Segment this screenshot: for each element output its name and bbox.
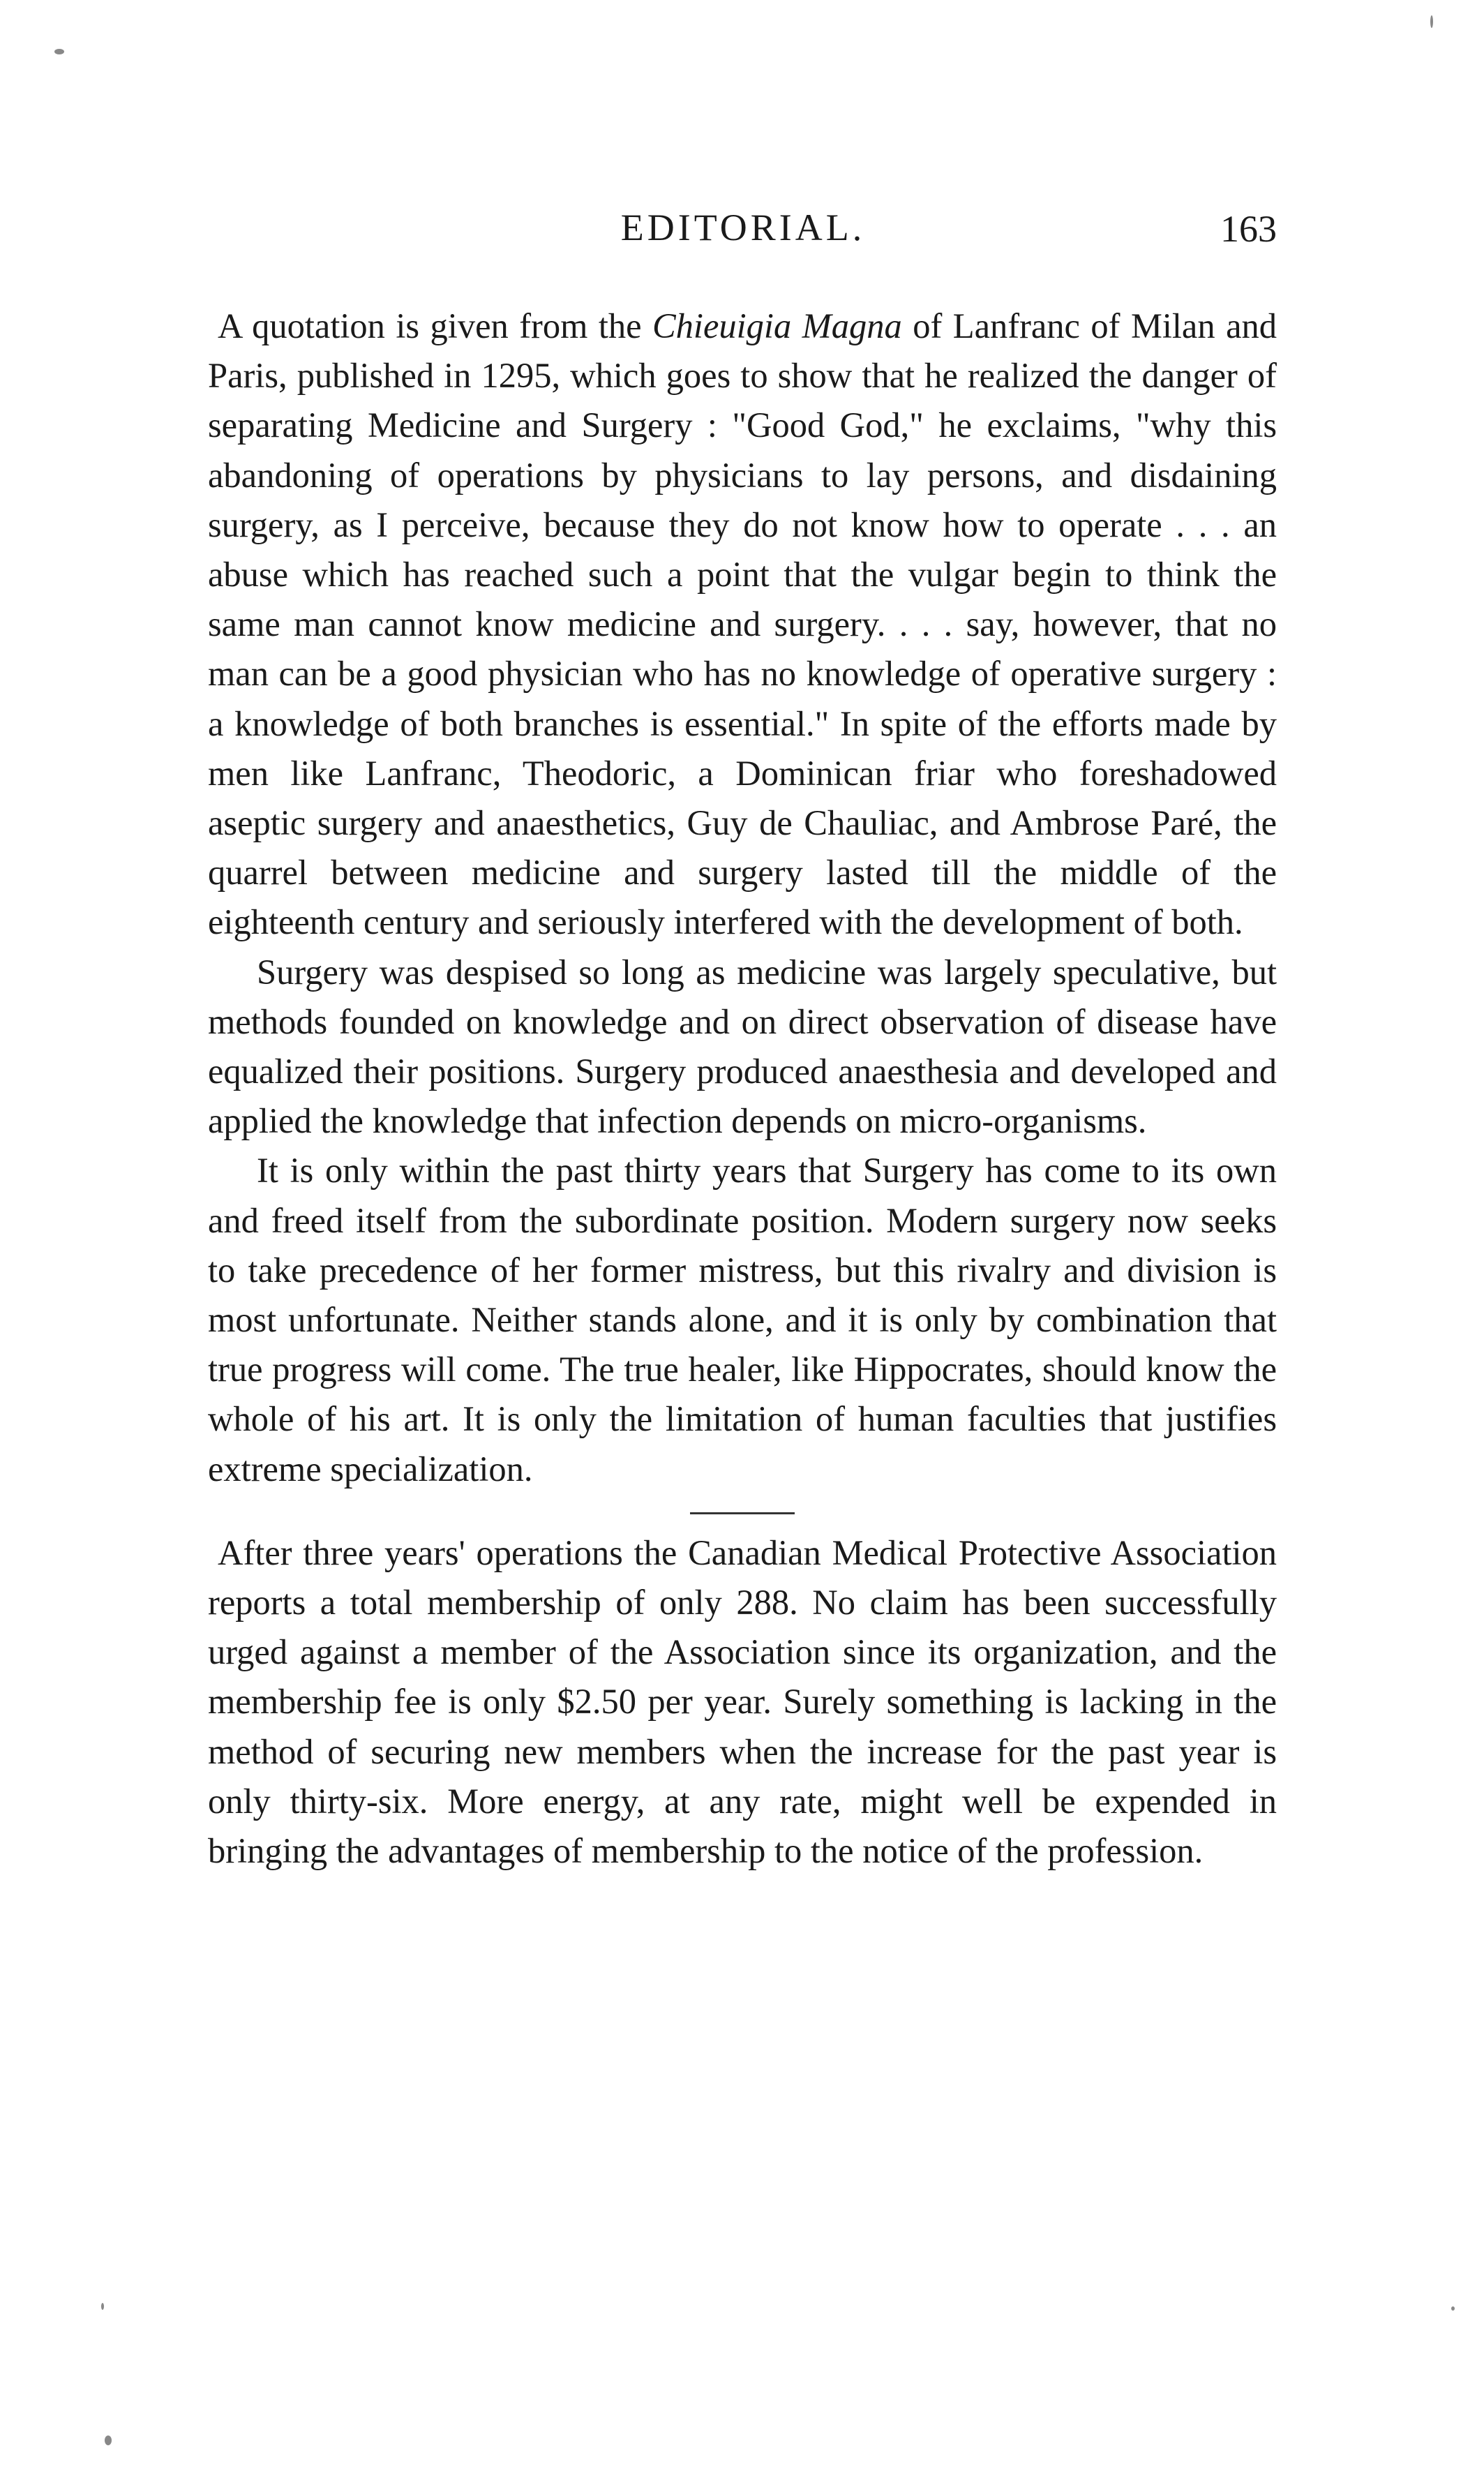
paragraph-text-rest: of Lanfranc of Milan and Paris, published in 1295, which goes to show that he realized the danger of separating Medicine and Surgery : "Good God," he exclaims, "why this abandoning of operations by physicians to lay persons, and disdaining surgery, as I perceive, because they do not know how to operate . . . an abuse which has reached such a point that the vulgar begin to think the same man cannot know medicine and surgery. . . . say, however, that no man can be a good physician who has no knowledge of operative surgery : a knowledge of both branches is essential." In spite of the efforts made by men like Lanfranc, Theodoric, a Dominican friar who foreshadowed aseptic surgery and anaesthetics, Guy de Chauliac, and Ambrose Paré, the quarrel between medicine and surgery lasted till the middle of the eighteenth century and seriously interfered with the development of both.: [208, 306, 1277, 942]
paragraph-protective-association: After three years' operations the Canadian Medical Protective Association reports a total membership of only 288. No claim has been successfully urged against a member of the Association since its organization, and the membership fee is only $2.50 per year. Surely something is lacking in the method of securing new members when the increase for the past year is only thirty-six. More energy, at any rate, might well be expended in bringing the advantages of membership to the notice of the profession.: [208, 1532, 1277, 1871]
work-title-italic: Chieuigia Magna: [652, 306, 902, 345]
paragraph-text-start: A quotation is given from the: [218, 306, 652, 345]
paper-speck: [54, 49, 64, 54]
paper-speck: [101, 2303, 104, 2310]
paper-speck: [105, 2436, 112, 2445]
paper-speck: [1451, 2306, 1455, 2311]
paragraph-surgery-despised: Surgery was despised so long as medicine was largely speculative, but methods founded on knowledge and on direct observation of disease have equalized their positions. Surgery produced anaesthesia and developed and applied the knowledge that infection depends on micro-organisms.: [208, 952, 1277, 1141]
paper-speck: [1430, 15, 1433, 28]
running-header: [209, 206, 1277, 262]
paragraph-lanfranc-quotation: [208, 301, 1277, 948]
paragraph-modern-surgery: It is only within the past thirty years that Surgery has come to its own and freed itself from the subordinate position. Modern surgery now seeks to take precedence of her former mistress, but this rivalry and division is most unfortunate. Neither stands alone, and it is only by combination that true progress will come. The true healer, like Hippocrates, should know the whole of his art. It is only the limitation of human faculties that justifies extreme specialization.: [208, 1151, 1277, 1489]
editorial-body: [208, 301, 1277, 1876]
page-number: 163: [1220, 208, 1277, 250]
section-divider: [690, 1512, 795, 1514]
running-title: EDITORIAL.: [620, 207, 866, 248]
